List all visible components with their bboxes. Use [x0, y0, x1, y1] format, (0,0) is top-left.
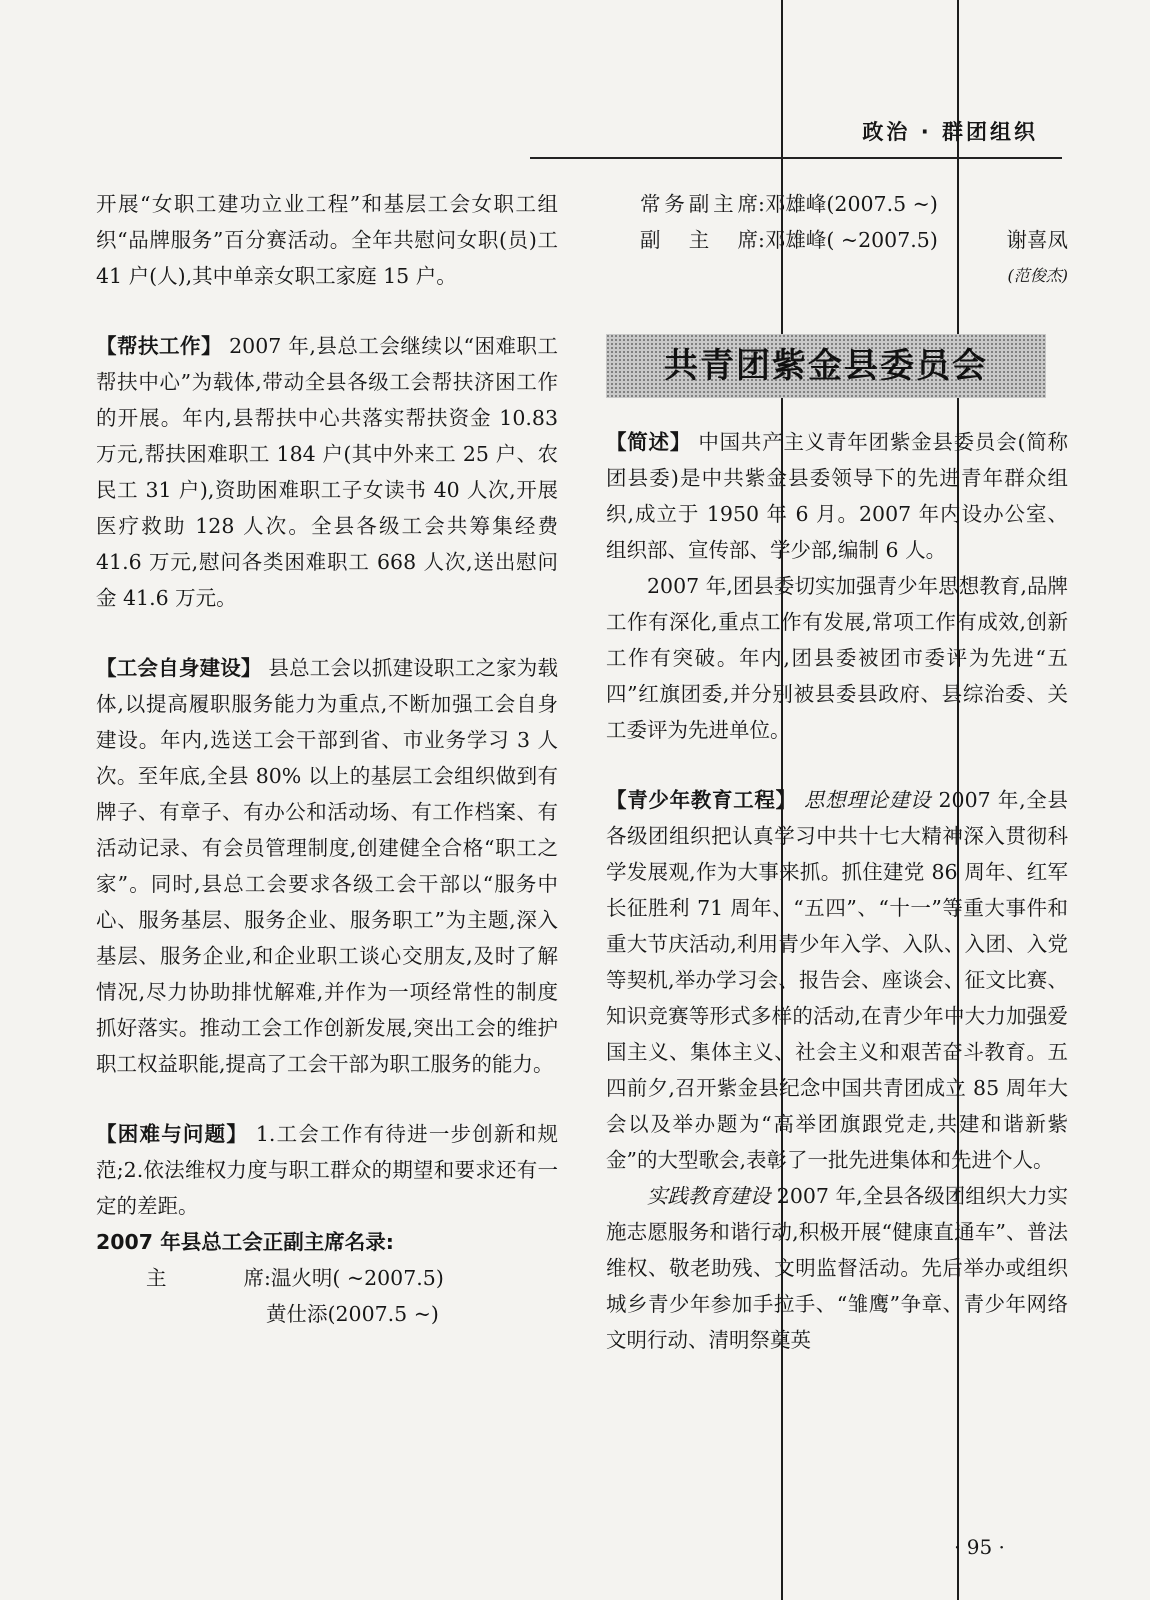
paragraph-text: 1.工会工作有待进一步创新和规范;2.依法维权力度与职工群众的期望和要求还有一定的差距。: [96, 1122, 558, 1218]
subsection-label: 实践教育建设: [647, 1184, 771, 1208]
paragraph-overview: [606, 424, 1068, 568]
subsection-label: 思想理论建设: [796, 788, 939, 812]
page-number: · 95 ·: [954, 1535, 1005, 1559]
roster-name: :邓雄峰(2007.5 ~): [758, 192, 938, 216]
section-banner: [606, 334, 1046, 398]
left-column: [96, 186, 558, 1332]
paragraph-youth-education: [606, 782, 1068, 1178]
paragraph-assistance: [96, 328, 558, 616]
section-tag: 【工会自身建设】: [96, 656, 262, 680]
paragraph-union-building: [96, 650, 558, 1082]
roster-name: 谢喜凤: [1006, 228, 1068, 252]
roster-role: 主席: [146, 1266, 264, 1290]
roster-role: 常务副主席: [640, 192, 758, 216]
roster-name: :邓雄峰( ~2007.5): [758, 228, 938, 252]
paragraph-practice-education: [606, 1178, 1068, 1358]
roster-row-vice: [606, 222, 1068, 258]
roster-name: :温火明( ~2007.5): [264, 1266, 444, 1290]
section-tag: 【困难与问题】: [96, 1122, 249, 1146]
paragraph-text: 2007 年,全县各级团组织把认真学习中共十七大精神深入贯彻科学发展观,作为大事来抓。抓住建党 86 周年、红军长征胜利 71 周年、“五四”、“十一”等重大事件和重大节庆活动,利用青少年入学、入队、入团、入党等契机,举办学习会、报告会、座谈会、征文比赛、知识竞赛等形式多样的活动,在青少年中大力加强爱国主义、集体主义、社会主义和艰苦奋斗教育。五四前夕,召开紫金县纪念中国共青团成立 85 周年大会以及举办题为“高举团旗跟党走,共建和谐新紫金”的大型歌会,表彰了一批先进集体和先进个人。: [606, 788, 1068, 1172]
paragraph-text: 中国共产主义青年团紫金县委员会(简称团县委)是中共紫金县委领导下的先进青年群众组织,成立于 1950 年 6 月。2007 年内设办公室、组织部、宣传部、学少部,编制 6 人。: [606, 430, 1069, 562]
right-column: [606, 186, 1068, 1358]
section-tag: 【帮扶工作】: [96, 334, 223, 358]
roster-name: 黄仕添(2007.5 ~): [266, 1302, 439, 1326]
section-banner-title: 共青团紫金县委员会: [664, 346, 988, 386]
roster-row-chair-2: [96, 1296, 558, 1332]
paragraph-2007-summary: 2007 年,团县委切实加强青少年思想教育,品牌工作有深化,重点工作有发展,常项工作有成效,创新工作有突破。年内,团县委被团市委评为先进“五四”红旗团委,并分别被县委县政府、县综治委、关工委评为先进单位。: [606, 574, 1068, 742]
roster-title: 2007 年县总工会正副主席名录:: [96, 1230, 394, 1254]
roster-row-chair: [96, 1260, 558, 1296]
author-signature: (范俊杰): [1007, 266, 1068, 285]
paragraph-text: 2007 年,县总工会继续以“困难职工帮扶中心”为载体,带动全县各级工会帮扶济困工作的开展。年内,县帮扶中心共落实帮扶资金 10.83 万元,帮扶困难职工 184 户(其中外来工 25 户、农民工 31 户),资助困难职工子女读书 40 人次,开展医疗救助 128 人次。全县各级工会共筹集经费 41.6 万元,慰问各类困难职工 668 人次,送出慰问金 41.6 万元。: [96, 334, 559, 610]
paragraph-text: 2007 年,全县各级团组织大力实施志愿服务和谐行动,积极开展“健康直通车”、普法维权、敬老助残、文明监督活动。先后举办或组织城乡青少年参加手拉手、“雏鹰”争章、青少年网络文明行动、清明祭奠英: [606, 1184, 1068, 1352]
paragraph-women-workers: 开展“女职工建功立业工程”和基层工会女职工组织“品牌服务”百分赛活动。全年共慰问女职(员)工 41 户(人),其中单亲女职工家庭 15 户。: [96, 192, 558, 288]
section-tag: 【青少年教育工程】: [606, 788, 797, 812]
roster-row-exec-vice: [606, 186, 1068, 222]
section-tag: 【简述】: [606, 430, 692, 454]
running-header: 政治 · 群团组织: [862, 120, 1038, 144]
header-rule: [530, 157, 1062, 159]
roster-role: 副主席: [640, 228, 758, 252]
paragraph-text: 县总工会以抓建设职工之家为载体,以提高履职服务能力为重点,不断加强工会自身建设。年内,选送工会干部到省、市业务学习 3 人次。至年底,全县 80% 以上的基层工会组织做到有牌子、有章子、有办公和活动场、有工作档案、有活动记录、有会员管理制度,创建健全合格“职工之家”。同时,县总工会要求各级工会干部以“服务中心、服务基层、服务企业、服务职工”为主题,深入基层、服务企业,和企业职工谈心交朋友,及时了解情况,尽力协助排忧解难,并作为一项经常性的制度抓好落实。推动工会工作创新发展,突出工会的维护职工权益职能,提高了工会干部为职工服务的能力。: [96, 656, 559, 1076]
paragraph-problems: [96, 1116, 558, 1224]
